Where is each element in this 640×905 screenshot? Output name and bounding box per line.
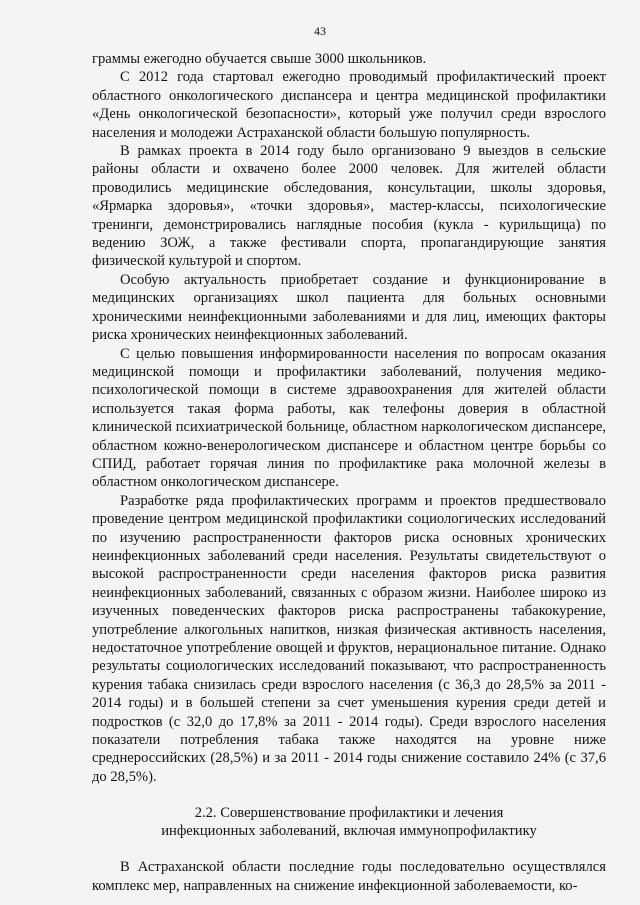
paragraph: Разработке ряда профилактических программ и проектов предшествовало проведение центром медицинской профилактики социологических исследований по изучению распространенности факторов риска основных хронических неинфекционных заболеваний среди населения. Результаты свидетельствуют о высокой распространенности среди населения факторов риска развития неинфекционных заболеваний, связанных с образом жизни. Наиболее широко из изученных поведенческих факторов риска распространены табакокурение, употребление алкогольных напитков, низкая физическая активность населения, недостаточное употребление овощей и фруктов, нерациональное питание. Однако результаты социологических исследований показывают, что распространенность курения табака снизилась среди взрослого населения (с 36,3 до 28,5% за 2011 - 2014 годы) и в большей степени за счет уменьшения курения среди детей и подростков (с 32,0 до 17,8% за 2011 - 2014 годы). Среди взрослого населения показатели потребления табака также находятся на уровне ниже среднероссийских (28,5%) и за 2011 - 2014 годы снижение составило 24% (с 37,6 до 28,5%). bbox=[92, 492, 606, 785]
page-number: 43 bbox=[314, 24, 326, 38]
document-body bbox=[92, 50, 606, 895]
section-heading-line-1: 2.2. Совершенствование профилактики и лечения bbox=[194, 805, 504, 822]
paragraph: С 2012 года стартовал ежегодно проводимый профилактический проект областного онкологического диспансера и центра медицинской профилактики «День онкологической безопасности», который уже получил среди взрослого населения и молодежи Астраханской области большую популярность. bbox=[92, 69, 606, 141]
paragraph: В Астраханской области последние годы последовательно осуществлялся комплекс мер, направленных на снижение инфекционной заболеваемости, ко- bbox=[92, 859, 606, 894]
paragraph: В рамках проекта в 2014 году было организовано 9 выездов в сельские районы области и охвачено более 2000 человек. Для жителей области проводились медицинские обследования, консультации, школы здоровья, «Ярмарка здоровья», «точки здоровья», мастер-классы, психологические тренинги, демонстрировались наглядные пособия (кукла - курильщица) по ведению ЗОЖ, а также фестивали спорта, пропагандирующие занятия физической культурой и спортом. bbox=[92, 143, 606, 270]
section-heading bbox=[92, 804, 606, 840]
section-heading-line-2: инфекционных заболеваний, включая иммунопрофилактику bbox=[161, 823, 537, 840]
paragraph: Особую актуальность приобретает создание и функционирование в медицинских организациях школ пациента для больных основными хроническими неинфекционными заболеваниями и для лиц, имеющих факторы риска хронических неинфекционных заболеваний. bbox=[92, 271, 606, 344]
paragraph-continuation: граммы ежегодно обучается свыше 3000 школьников. bbox=[92, 51, 427, 67]
paragraph: С целью повышения информированности населения по вопросам оказания медицинской помощи и профилактики заболеваний, получения медико-психологической помощи в системе здравоохранения для жителей области используется такая форма работы, как телефоны доверия в областной клинической психиатрической больнице, областном наркологическом диспансере, областном кожно-венерологическом диспансере и областном центре борьбы со СПИД, работает горячая линия по профилактике рака молочной железы в областном онкологическом диспансере. bbox=[92, 345, 606, 491]
